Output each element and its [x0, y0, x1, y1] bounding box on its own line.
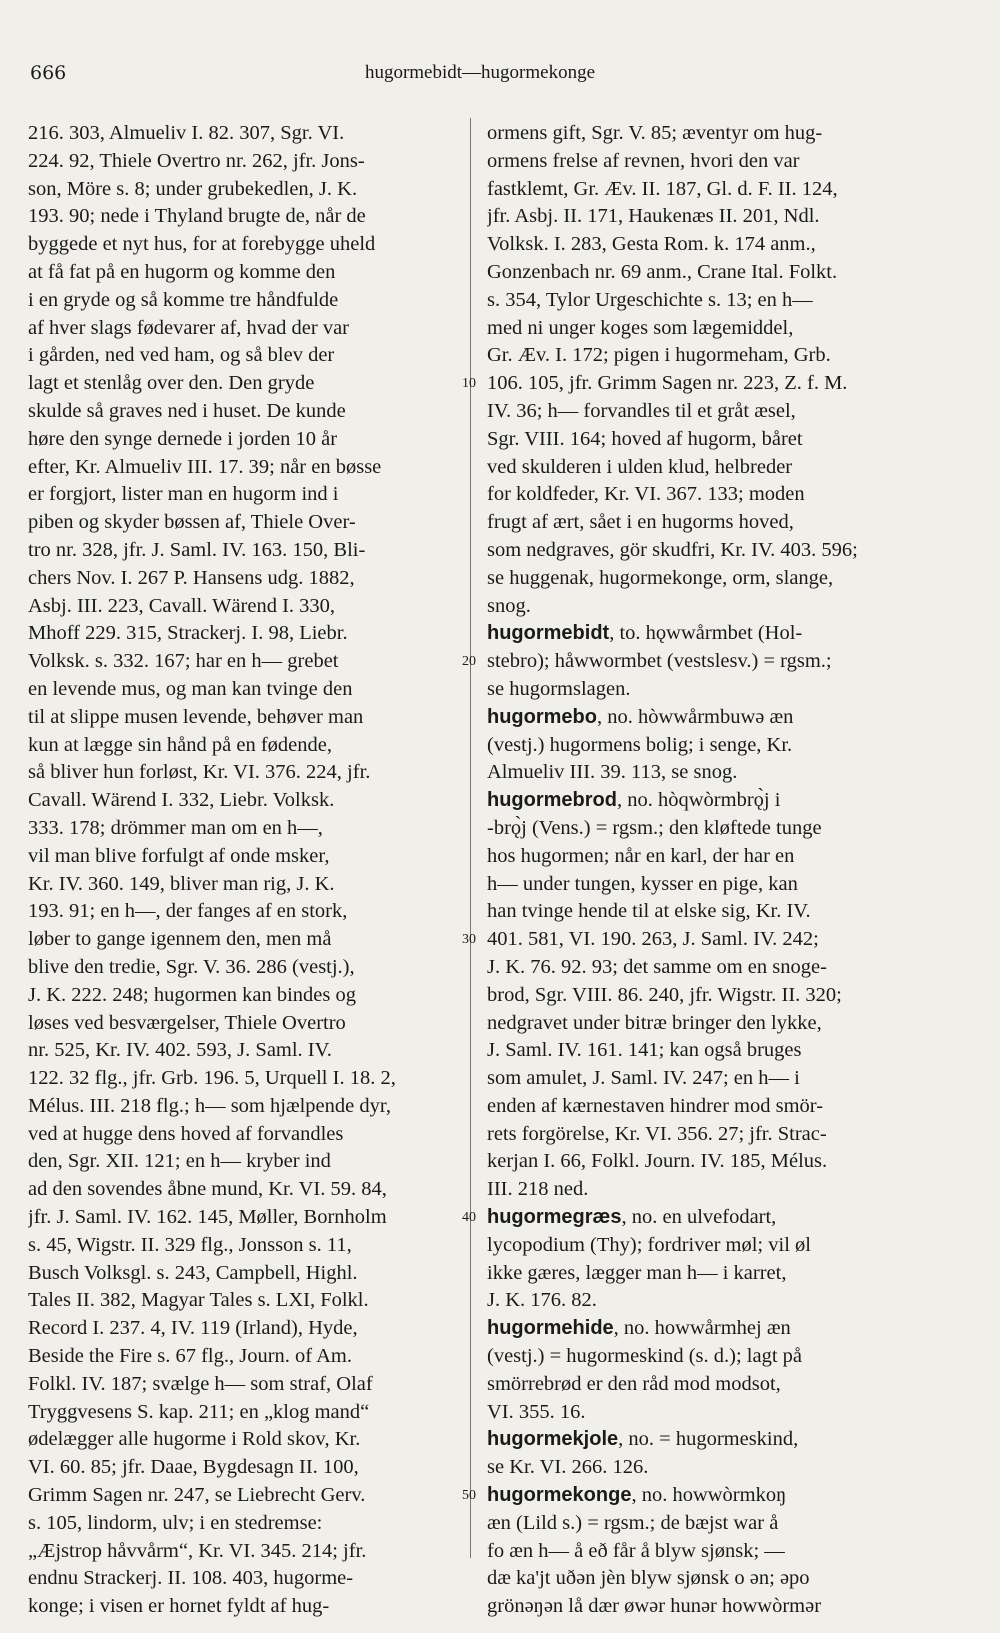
- text-line: hugormegræs, no. en ulvefodart,: [487, 1206, 777, 1229]
- headword: hugormekjole: [487, 1428, 619, 1451]
- text-line: 193. 91; en h—, der fanges af en stork,: [28, 900, 348, 923]
- text-line: ved at hugge dens hoved af forvandles: [28, 1122, 344, 1145]
- text-line: piben og skyder bøssen af, Thiele Over-: [28, 511, 356, 534]
- text-line: Record I. 237. 4, IV. 119 (Irland), Hyde,: [28, 1317, 358, 1340]
- text-line: til at slippe musen levende, behøver man: [28, 705, 364, 728]
- text-line: i gården, ned ved ham, og så blev der: [28, 344, 335, 367]
- text-line: chers Nov. I. 267 P. Hansens udg. 1882,: [28, 566, 355, 589]
- text-line: lagt et stenlåg over den. Den gryde: [28, 372, 315, 395]
- running-head: hugormebidt—hugormekonge: [364, 62, 596, 83]
- text-line: kun at lægge sin hånd på en fødende,: [28, 733, 333, 756]
- text-line: hugormebo, no. hòwwårmbuwə æn: [487, 705, 794, 728]
- text-line: ormens gift, Sgr. V. 85; æventyr om hug-: [487, 122, 823, 144]
- text-line: 224. 92, Thiele Overtro nr. 262, jfr. Jons-: [28, 149, 365, 172]
- right-column: [487, 120, 920, 1621]
- text-line: for koldfeder, Kr. VI. 367. 133; moden: [487, 483, 805, 506]
- page-number: 666: [30, 62, 67, 84]
- text-line: Volksk. s. 332. 167; har en h— grebet: [28, 650, 339, 673]
- text-line: skulde så graves ned i huset. De kunde: [28, 399, 346, 422]
- text-line: Grimm Sagen nr. 247, se Liebrecht Gerv.: [28, 1484, 366, 1507]
- text-line: frugt af ært, sået i en hugorms hoved,: [487, 511, 794, 534]
- headword: hugormebidt: [487, 622, 610, 645]
- text-line: smörrebrød er den råd mod modsot,: [487, 1372, 781, 1395]
- headword: hugormehide: [487, 1317, 614, 1340]
- text-line: han tvinge hende til at elske sig, Kr. IV.: [487, 900, 811, 923]
- text-line: rets forgörelse, Kr. VI. 356. 27; jfr. Strac-: [487, 1122, 827, 1145]
- text-line: byggede et nyt hus, for at forebygge uheld: [28, 233, 376, 256]
- text-line: lycopodium (Thy); fordriver møl; vil øl: [487, 1233, 811, 1256]
- text-line: hugormehide, no. howwårmhej æn: [487, 1317, 791, 1340]
- text-line: løses ved besværgelser, Thiele Overtro: [28, 1011, 346, 1034]
- line-marker: 20: [462, 654, 476, 670]
- text-line: Cavall. Wärend I. 332, Liebr. Volksk.: [28, 789, 335, 812]
- text-line: se Kr. VI. 266. 126.: [487, 1456, 649, 1479]
- text-line: Mélus. III. 218 flg.; h— som hjælpende dyr,: [28, 1094, 392, 1117]
- text-line: dæ ka'jt uðən jèn blyw sjønsk o ən; əpo: [487, 1567, 810, 1590]
- text-line: Busch Volksgl. s. 243, Campbell, Highl.: [28, 1261, 358, 1284]
- text-line: nr. 525, Kr. IV. 402. 593, J. Saml. IV.: [28, 1039, 332, 1062]
- text-line: hugormebidt, to. hǫwwårmbet (Hol-: [487, 622, 803, 645]
- text-line: stebro); håwwormbet (vestslesv.) = rgsm.;: [487, 650, 832, 673]
- text-line: jfr. J. Saml. IV. 162. 145, Møller, Bornholm: [28, 1206, 387, 1229]
- text-line: Kr. IV. 360. 149, bliver man rig, J. K.: [28, 872, 335, 895]
- text-line: 333. 178; drömmer man om en h—,: [28, 816, 323, 839]
- text-line: fo æn h— å eð får å blyw sjønsk; —: [487, 1539, 785, 1562]
- text-line: son, Möre s. 8; under grubekedlen, J. K.: [28, 177, 358, 200]
- text-line: 122. 32 flg., jfr. Grb. 196. 5, Urquell I. 18. 2,: [28, 1067, 396, 1090]
- line-marker: 30: [462, 932, 476, 948]
- left-column: [28, 120, 458, 1621]
- text-line: Tales II. 382, Magyar Tales s. LXI, Folkl.: [28, 1289, 369, 1312]
- text-line: 193. 90; nede i Thyland brugte de, når de: [28, 205, 366, 228]
- text-line: J. K. 76. 92. 93; det samme om en snoge-: [487, 955, 827, 978]
- text-line: J. Saml. IV. 161. 141; kan også bruges: [487, 1039, 802, 1062]
- text-line: Beside the Fire s. 67 flg., Journ. of Am.: [28, 1345, 352, 1368]
- headword: hugormekonge: [487, 1484, 632, 1507]
- line-marker: 10: [462, 376, 476, 392]
- text-line: løber to gange igennem den, men må: [28, 928, 332, 951]
- text-line: høre den synge dernede i jorden 10 år: [28, 427, 338, 450]
- text-line: IV. 36; h— forvandles til et gråt æsel,: [487, 399, 796, 422]
- text-line: i en gryde og så komme tre håndfulde: [28, 288, 339, 311]
- column-divider: [470, 118, 471, 1558]
- text-line: så bliver hun forløst, Kr. VI. 376. 224, jfr.: [28, 761, 371, 784]
- text-line: J. K. 222. 248; hugormen kan bindes og: [28, 983, 356, 1006]
- text-line: se huggenak, hugormekonge, orm, slange,: [487, 566, 834, 589]
- text-line: hugormebrod, no. hòqwòrmbrǫ̀j i: [487, 789, 781, 812]
- text-line: endnu Strackerj. II. 108. 403, hugorme-: [28, 1567, 354, 1590]
- headword: hugormegræs: [487, 1206, 622, 1229]
- text-line: ødelægger alle hugorme i Rold skov, Kr.: [28, 1428, 361, 1451]
- text-line: J. K. 176. 82.: [487, 1289, 597, 1312]
- text-line: Tryggvesens S. kap. 211; en „klog mand“: [28, 1400, 370, 1423]
- text-line: hugormekonge, no. howwòrmkoŋ: [487, 1484, 787, 1507]
- headword: hugormebrod: [487, 789, 617, 812]
- text-line: h— under tungen, kysser en pige, kan: [487, 872, 798, 895]
- text-line: s. 105, lindorm, ulv; i en stedremse:: [28, 1511, 323, 1534]
- text-line: hugormekjole, no. = hugormeskind,: [487, 1428, 799, 1451]
- text-line: konge; i visen er hornet fyldt af hug-: [28, 1595, 330, 1618]
- text-line: Gonzenbach nr. 69 anm., Crane Ital. Folkt.: [487, 260, 838, 283]
- text-line: ad den sovendes åbne mund, Kr. VI. 59. 84,: [28, 1178, 387, 1201]
- line-marker: 40: [462, 1210, 476, 1226]
- text-line: III. 218 ned.: [487, 1178, 589, 1201]
- text-line: hos hugormen; når en karl, der har en: [487, 844, 795, 867]
- page-header: [30, 62, 930, 92]
- text-line: ikke gæres, lægger man h— i karret,: [487, 1261, 787, 1284]
- text-line: Folkl. IV. 187; svælge h— som straf, Olaf: [28, 1372, 373, 1395]
- text-line: (vestj.) = hugormeskind (s. d.); lagt på: [487, 1345, 803, 1368]
- text-line: fastklemt, Gr. Æv. II. 187, Gl. d. F. II. 124,: [487, 177, 838, 200]
- text-line: „Æjstrop håvvårm“, Kr. VI. 345. 214; jfr.: [28, 1539, 367, 1562]
- text-line: ormens frelse af revnen, hvori den var: [487, 149, 800, 172]
- text-line: vil man blive forfulgt af onde msker,: [28, 844, 330, 867]
- text-line: s. 354, Tylor Urgeschichte s. 13; en h—: [487, 288, 813, 311]
- text-line: Gr. Æv. I. 172; pigen i hugormeham, Grb.: [487, 344, 831, 367]
- text-line: af hver slags fødevarer af, hvad der var: [28, 316, 350, 339]
- text-line: brod, Sgr. VIII. 86. 240, jfr. Wigstr. II. 320;: [487, 983, 842, 1006]
- text-line: blive den tredie, Sgr. V. 36. 286 (vestj.),: [28, 955, 355, 978]
- text-line: se hugormslagen.: [487, 677, 631, 700]
- text-line: som amulet, J. Saml. IV. 247; en h— i: [487, 1067, 800, 1090]
- text-line: VI. 60. 85; jfr. Daae, Bygdesagn II. 100,: [28, 1456, 359, 1479]
- text-line: nedgravet under bitræ bringer den lykke,: [487, 1011, 822, 1034]
- text-line: tro nr. 328, jfr. J. Saml. IV. 163. 150, Bli-: [28, 538, 366, 561]
- text-line: Asbj. III. 223, Cavall. Wärend I. 330,: [28, 594, 336, 617]
- text-line: grönəŋən lå dær øwər hunər howwòrmər: [487, 1595, 822, 1618]
- text-line: Mhoff 229. 315, Strackerj. I. 98, Liebr.: [28, 622, 348, 645]
- text-line: enden af kærnestaven hindrer mod smör-: [487, 1094, 824, 1117]
- text-line: efter, Kr. Almueliv III. 17. 39; når en bøsse: [28, 455, 382, 478]
- text-line: den, Sgr. XII. 121; en h— kryber ind: [28, 1150, 331, 1173]
- headword: hugormebo: [487, 705, 597, 728]
- text-line: (vestj.) hugormens bolig; i senge, Kr.: [487, 733, 793, 756]
- text-line: jfr. Asbj. II. 171, Haukenæs II. 201, Ndl.: [487, 205, 820, 228]
- text-line: VI. 355. 16.: [487, 1400, 586, 1423]
- text-line: snog.: [487, 594, 531, 617]
- text-line: s. 45, Wigstr. II. 329 flg., Jonsson s. 11,: [28, 1233, 352, 1256]
- text-line: 106. 105, jfr. Grimm Sagen nr. 223, Z. f. M.: [487, 372, 848, 395]
- line-marker: 50: [462, 1488, 476, 1504]
- text-line: Almueliv III. 39. 113, se snog.: [487, 761, 738, 784]
- text-line: -brǫ̀j (Vens.) = rgsm.; den kløftede tunge: [487, 816, 822, 839]
- text-line: Volksk. I. 283, Gesta Rom. k. 174 anm.,: [487, 233, 816, 256]
- text-line: en levende mus, og man kan tvinge den: [28, 677, 353, 700]
- text-line: at få fat på en hugorm og komme den: [28, 260, 336, 283]
- text-line: æn (Lild s.) = rgsm.; de bæjst war å: [487, 1511, 779, 1534]
- text-line: 216. 303, Almueliv I. 82. 307, Sgr. VI.: [28, 122, 345, 144]
- text-line: ved skulderen i ulden klud, helbreder: [487, 455, 793, 478]
- text-line: er forgjort, lister man en hugorm ind i: [28, 483, 339, 506]
- text-line: Sgr. VIII. 164; hoved af hugorm, båret: [487, 427, 803, 450]
- text-line: kerjan I. 66, Folkl. Journ. IV. 185, Mélus.: [487, 1150, 828, 1173]
- text-line: 401. 581, VI. 190. 263, J. Saml. IV. 242;: [487, 928, 819, 951]
- text-line: med ni unger koges som lægemiddel,: [487, 316, 794, 339]
- text-line: som nedgraves, gör skudfri, Kr. IV. 403. 596;: [487, 538, 858, 561]
